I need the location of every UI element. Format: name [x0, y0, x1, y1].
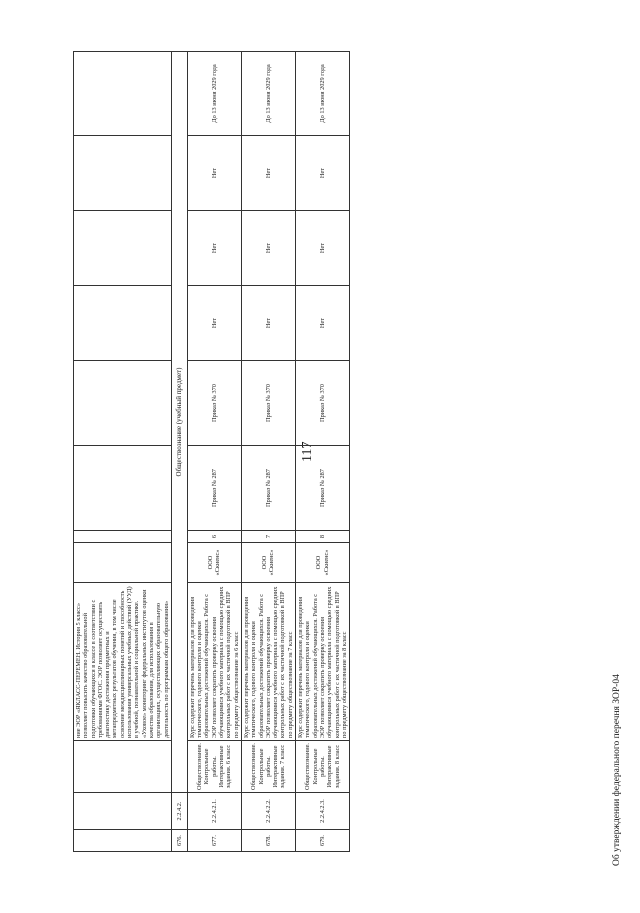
grade: 7	[241, 531, 295, 543]
valid-until: До 13 июня 2029 года	[187, 52, 241, 136]
resource-description: Курс содержит перечень материалов для проведения тематического, годового контроля и оценки образовательных достижений обучающихся. Работа с ЭОР позволяет сократить проверку освоения обучающимися учебного материала с помощью средних контрольных работ с их частичной подготовкой в ВПР по предмету обществознание за 6 класс	[187, 583, 241, 741]
table-row	[241, 52, 295, 852]
order-1: Приказ № 287	[187, 446, 241, 531]
flag-3: Нет	[187, 136, 241, 211]
flag-2: Нет	[296, 211, 350, 286]
empty-cell	[74, 793, 172, 830]
empty-cell	[74, 543, 172, 583]
flag-1: Нет	[241, 286, 295, 361]
flag-3: Нет	[241, 136, 295, 211]
organization: ООО «Скиенс»	[241, 543, 295, 583]
row-code: 2.2.4.2.1.	[187, 793, 241, 830]
table-row	[171, 52, 187, 852]
row-number: 676.	[171, 830, 187, 852]
resource-name: Обществознание. Контрольные работы. Интерактивные задания. 6 класс	[187, 741, 241, 793]
grade: 6	[187, 531, 241, 543]
order-1: Приказ № 287	[241, 446, 295, 531]
empty-cell	[74, 211, 172, 286]
flag-1: Нет	[187, 286, 241, 361]
section-heading: Обществознание (учебный предмет)	[171, 52, 187, 793]
order-2: Приказ № 370	[187, 361, 241, 446]
flag-1: Нет	[296, 286, 350, 361]
row-number: 679.	[296, 830, 350, 852]
page-number: 117	[300, 441, 315, 462]
resources-table	[73, 51, 350, 852]
empty-cell	[74, 531, 172, 543]
row-code: 2.2.4.2.3.	[296, 793, 350, 830]
organization: ООО «Скиенс»	[187, 543, 241, 583]
resource-name: Обществознание. Контрольные работы. Интерактивные задания. 8 класс	[296, 741, 350, 793]
empty-cell	[74, 830, 172, 852]
empty-cell	[74, 52, 172, 136]
table-row	[296, 52, 350, 852]
order-2: Приказ № 370	[241, 361, 295, 446]
table-row	[187, 52, 241, 852]
row-code: 2.2.4.2.2.	[241, 793, 295, 830]
table-row	[74, 52, 172, 852]
footer-caption: Об утверждении федерального перечня ЗОР-04	[612, 674, 622, 866]
valid-until: До 13 июня 2029 года	[241, 52, 295, 136]
resource-description: Курс содержит перечень материалов для проведения тематического, годового контроля и оценки образовательных достижений обучающихся. Работа с ЭОР позволяет сократить проверку освоения обучающимися учебного материала с помощью средних контрольных работ с их частичной подготовкой в ВПР по предмету обществознание за 8 класс	[296, 583, 350, 741]
row-code: 2.2.4.2.	[171, 793, 187, 830]
order-2: Приказ № 370	[296, 361, 350, 446]
empty-cell	[74, 446, 172, 531]
order-1: Приказ № 287	[296, 446, 350, 531]
empty-cell	[74, 286, 172, 361]
empty-cell	[74, 741, 172, 793]
flag-2: Нет	[241, 211, 295, 286]
flag-3: Нет	[296, 136, 350, 211]
flag-2: Нет	[187, 211, 241, 286]
empty-cell	[74, 361, 172, 446]
organization: ООО «Скиенс»	[296, 543, 350, 583]
resource-description: Курс содержит перечень материалов для проведения тематического, годового контроля и оценки образовательных достижений обучающихся. Работа с ЭОР позволяет сократить проверку освоения обучающимися учебного материала с помощью средних контрольных работ с их частичной подготовкой в ВПР по предмету обществознание за 7 класс	[241, 583, 295, 741]
resource-description: ние ЭОР «ЯКЛАСС-ПЕРЕМЕН. История 5 класс» позволяет повысить качество образовательной подготовки обучающихся в классе в соответствии с требованиями ФГОС. ЭОР позволяет осуществить диагностику достижения предметных и метапредметных результатов обучения, в том числе освоение междисциплинарных понятий и способность использования универсальных учебных действий (УУД) в учебной, познавательной и социальной практике. «Уховое» мониторинг федеральных институтов оценки качества образования, для использования в организациях, осуществляющих образовательную деятельность по программам общего образования»	[74, 583, 172, 741]
empty-cell	[74, 136, 172, 211]
grade: 8	[296, 531, 350, 543]
row-number: 677.	[187, 830, 241, 852]
row-number: 678.	[241, 830, 295, 852]
valid-until: До 13 июня 2029 года	[296, 52, 350, 136]
resource-name: Обществознание. Контрольные работы. Интерактивные задания. 7 класс	[241, 741, 295, 793]
